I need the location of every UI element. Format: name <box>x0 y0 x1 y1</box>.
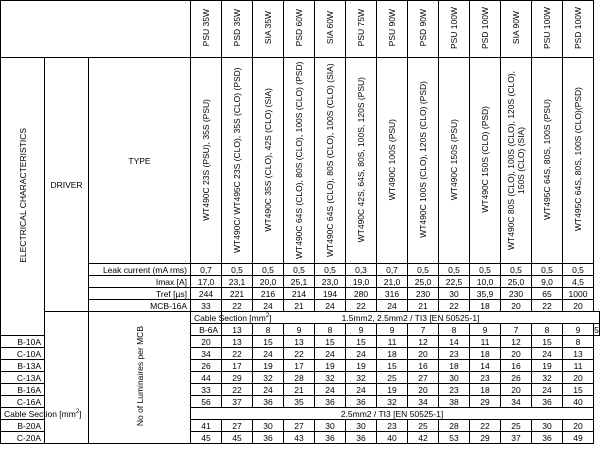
value-cell: 24 <box>346 348 377 360</box>
luminaires-label-cell <box>89 312 191 444</box>
type-label-cell <box>89 58 191 264</box>
value-cell: 19 <box>315 360 346 372</box>
model-label: PSU 100W <box>449 6 460 50</box>
value-cell: 25 <box>377 372 408 384</box>
value-cell: 23 <box>377 420 408 432</box>
value-cell: 5 <box>594 324 599 335</box>
value-cell: 9,0 <box>532 276 563 288</box>
value-cell: 0,5 <box>532 264 563 276</box>
type-value: WT495C 64S, 80S, 100S (CLO)(PSD) <box>573 87 584 232</box>
value-cell: 20 <box>501 348 532 360</box>
value-cell: 280 <box>346 288 377 300</box>
cable-label-text: Cable Section [mm <box>4 408 76 419</box>
value-cell: 0,7 <box>191 264 222 276</box>
type-label: TYPE <box>128 155 151 166</box>
row-label: B-20A <box>1 420 45 432</box>
value-cell: 20 <box>408 348 439 360</box>
value-cell: 56 <box>191 396 222 408</box>
section-label-cell <box>1 58 45 336</box>
value-cell: 9 <box>284 324 315 336</box>
row-label: Imax [A] <box>89 276 191 288</box>
value-cell: 8 <box>563 336 594 348</box>
value-cell: 20 <box>501 300 532 312</box>
value-cell: 0,5 <box>408 264 439 276</box>
row-label: B-10A <box>1 336 45 348</box>
value-cell: 20 <box>563 372 594 384</box>
value-cell: 40 <box>563 396 594 408</box>
value-cell: 20 <box>563 420 594 432</box>
luminaires-label: No of Luminaires per MCB <box>134 326 145 427</box>
model-header <box>532 1 563 58</box>
type-value: WT490C 23S (PSU), 35S (PSU) <box>201 98 212 221</box>
value-cell: 23,1 <box>222 276 253 288</box>
value-cell: 25,0 <box>408 276 439 288</box>
value-cell: 0,7 <box>377 264 408 276</box>
model-header <box>501 1 532 58</box>
value-cell: 28 <box>284 372 315 384</box>
value-cell: 14 <box>439 336 470 348</box>
row-label: Leak current (mA rms) <box>89 264 191 276</box>
value-cell: 36 <box>315 432 346 444</box>
value-cell: 35 <box>284 396 315 408</box>
value-cell: 24 <box>532 348 563 360</box>
value-cell: 18 <box>470 300 501 312</box>
cable-section-label <box>191 312 272 324</box>
type-cell <box>253 58 284 264</box>
value-cell: 12 <box>408 336 439 348</box>
value-cell: 18 <box>470 348 501 360</box>
type-cell <box>532 58 563 264</box>
value-cell: 9 <box>470 324 501 336</box>
cable-section-label <box>1 408 82 420</box>
type-cell <box>439 58 470 264</box>
cable-label-sup: 2 <box>265 312 270 319</box>
model-label: SIA 60W <box>325 11 336 45</box>
type-cell <box>222 58 253 264</box>
value-cell: 21,0 <box>377 276 408 288</box>
type-value: WT490C 64S (CLO), 80S (CLO), 100S (CLO) (SIA) <box>325 62 336 257</box>
value-cell: 20 <box>408 384 439 396</box>
value-cell: 9 <box>377 324 408 336</box>
value-cell: 17 <box>222 360 253 372</box>
value-cell: 19 <box>377 384 408 396</box>
value-cell: 22 <box>284 348 315 360</box>
value-cell: 7 <box>408 324 439 336</box>
model-label: PSD 100W <box>480 6 491 50</box>
type-value: WT490C/ WT495C 23S (CLO), 35S (CLO) (PSD) <box>232 66 243 253</box>
model-label: PSU 90W <box>387 9 398 47</box>
value-cell: 35,9 <box>470 288 501 300</box>
value-cell: 20 <box>563 300 594 312</box>
section-label: ELECTRICAL CHARACTERISTICS <box>17 128 28 263</box>
value-cell: 65 <box>532 288 563 300</box>
value-cell: 36 <box>253 432 284 444</box>
type-cell <box>408 58 439 264</box>
value-cell: 43 <box>284 432 315 444</box>
value-cell: 37 <box>501 432 532 444</box>
value-cell: 24 <box>377 300 408 312</box>
value-cell: 18 <box>377 348 408 360</box>
type-cell <box>563 58 594 264</box>
value-cell: 29 <box>222 372 253 384</box>
value-cell: 9 <box>563 324 594 336</box>
header-blank-cell <box>1 1 191 58</box>
value-cell: 45 <box>191 432 222 444</box>
value-cell: 30 <box>253 420 284 432</box>
value-cell: 33 <box>191 300 222 312</box>
model-header <box>377 1 408 58</box>
value-cell: 20,0 <box>253 276 284 288</box>
cable-label-end: ] <box>79 408 82 419</box>
model-header <box>191 1 222 58</box>
value-cell: 230 <box>501 288 532 300</box>
value-cell: 36 <box>346 396 377 408</box>
value-cell: 194 <box>315 288 346 300</box>
cable-label-end: ] <box>269 312 272 323</box>
value-cell: 33 <box>191 384 222 396</box>
value-cell: 216 <box>253 288 284 300</box>
value-cell: 9 <box>346 324 377 336</box>
row-label: C-10A <box>1 348 45 360</box>
value-cell: 27 <box>284 420 315 432</box>
value-cell: 36 <box>532 396 563 408</box>
value-cell: 316 <box>377 288 408 300</box>
value-cell: 12 <box>501 336 532 348</box>
value-cell: 27 <box>222 420 253 432</box>
value-cell: 214 <box>284 288 315 300</box>
row-label: B-13A <box>1 360 45 372</box>
type-value: WT490C 100S (PSU) <box>387 118 398 201</box>
value-cell: 32 <box>315 372 346 384</box>
value-cell: 32 <box>346 372 377 384</box>
value-cell: 15 <box>346 336 377 348</box>
model-header <box>315 1 346 58</box>
model-header <box>439 1 470 58</box>
model-header-row <box>1 1 600 58</box>
value-cell: 0,5 <box>222 264 253 276</box>
value-cell: 19,0 <box>346 276 377 288</box>
cable-section-row <box>1 312 600 324</box>
type-cell <box>377 58 408 264</box>
row-label: Tref [µs] <box>89 288 191 300</box>
value-cell: 41 <box>191 420 222 432</box>
value-cell: 15 <box>563 384 594 396</box>
row-label: C-13A <box>1 372 45 384</box>
value-cell: 11 <box>563 360 594 372</box>
value-cell: 14 <box>470 360 501 372</box>
value-cell: 8 <box>532 324 563 336</box>
value-cell: 23,0 <box>315 276 346 288</box>
model-header <box>253 1 284 58</box>
value-cell: 22 <box>222 300 253 312</box>
type-value: WT490C 150S (CLO) (PSD) <box>480 106 491 213</box>
value-cell: 13 <box>563 348 594 360</box>
value-cell: 0,5 <box>253 264 284 276</box>
row-label: C-20A <box>1 432 45 444</box>
value-cell: 22 <box>346 300 377 312</box>
type-cell <box>470 58 501 264</box>
value-cell: 17 <box>284 360 315 372</box>
value-cell: 36 <box>532 432 563 444</box>
electrical-row <box>1 288 600 300</box>
value-cell: 32 <box>253 372 284 384</box>
value-cell: 20 <box>501 384 532 396</box>
value-cell: 15 <box>532 336 563 348</box>
value-cell: 44 <box>191 372 222 384</box>
cable-section-value: 2.5mm2 / TI3 [EN 50525-1] <box>191 408 594 420</box>
value-cell: 221 <box>222 288 253 300</box>
row-label: B-6A <box>191 324 222 336</box>
value-cell: 244 <box>191 288 222 300</box>
type-value: WT490C 150S (PSU) <box>449 118 460 201</box>
value-cell: 24 <box>346 384 377 396</box>
value-cell: 22 <box>222 348 253 360</box>
value-cell: 30 <box>439 372 470 384</box>
value-cell: 24 <box>253 384 284 396</box>
electrical-row <box>1 264 600 276</box>
model-label: PSU 75W <box>356 9 367 47</box>
value-cell: 230 <box>408 288 439 300</box>
value-cell: 21 <box>408 300 439 312</box>
value-cell: 37 <box>222 396 253 408</box>
model-label: PSD 90W <box>418 9 429 47</box>
value-cell: 25 <box>501 420 532 432</box>
value-cell: 13 <box>284 336 315 348</box>
value-cell: 25,1 <box>284 276 315 288</box>
value-cell: 25 <box>408 420 439 432</box>
value-cell: 30 <box>315 420 346 432</box>
value-cell: 17,0 <box>191 276 222 288</box>
model-header <box>284 1 315 58</box>
value-cell: 0,5 <box>563 264 594 276</box>
type-value: WT490C 35S (CLO), 42S (CLO) (SIA) <box>263 87 274 232</box>
value-cell: 22 <box>532 300 563 312</box>
model-label: PSD 100W <box>573 6 584 50</box>
model-label: PSU 35W <box>201 9 212 47</box>
value-cell: 29 <box>470 432 501 444</box>
value-cell: 36 <box>315 396 346 408</box>
value-cell: 8 <box>439 324 470 336</box>
value-cell: 16 <box>408 360 439 372</box>
value-cell: 24 <box>253 300 284 312</box>
value-cell: 25,0 <box>501 276 532 288</box>
value-cell: 26 <box>191 360 222 372</box>
model-label: SIA 90W <box>511 11 522 45</box>
value-cell: 40 <box>377 432 408 444</box>
value-cell: 0,5 <box>315 264 346 276</box>
model-header <box>346 1 377 58</box>
value-cell: 7 <box>501 324 532 336</box>
value-cell: 0,5 <box>439 264 470 276</box>
value-cell: 36 <box>346 432 377 444</box>
value-cell: 24 <box>315 348 346 360</box>
value-cell: 23 <box>439 348 470 360</box>
value-cell: 15 <box>377 360 408 372</box>
driver-label: DRIVER <box>50 179 83 190</box>
value-cell: 18 <box>470 384 501 396</box>
value-cell: 10,0 <box>470 276 501 288</box>
model-header <box>563 1 594 58</box>
cable-section-value: 1.5mm2, 2.5mm2 / TI3 [EN 50525-1] <box>222 312 600 324</box>
row-label: B-16A <box>1 384 45 396</box>
value-cell: 16 <box>501 360 532 372</box>
value-cell: 19 <box>253 360 284 372</box>
value-cell: 22 <box>439 300 470 312</box>
value-cell: 28 <box>439 420 470 432</box>
value-cell: 34 <box>501 396 532 408</box>
value-cell: 22 <box>470 420 501 432</box>
electrical-row <box>1 276 600 288</box>
driver-label-cell <box>45 58 89 312</box>
type-value: WT490C 80S (CLO), 100S (CLO), 120S (CLO), 150S (CLO) (SIA) <box>506 69 527 250</box>
value-cell: 8 <box>253 324 284 336</box>
type-value: WT495C 64S, 80S, 100S (PSU) <box>542 99 553 220</box>
value-cell: 0,3 <box>346 264 377 276</box>
cable-label-sup: 2 <box>75 408 80 415</box>
row-label: C-16A <box>1 396 45 408</box>
value-cell: 26 <box>501 372 532 384</box>
electrical-row <box>1 300 600 312</box>
value-cell: 29 <box>470 396 501 408</box>
value-cell: 0,5 <box>470 264 501 276</box>
value-cell: 23 <box>439 384 470 396</box>
value-cell: 0,5 <box>501 264 532 276</box>
value-cell: 30 <box>346 420 377 432</box>
value-cell: 34 <box>191 348 222 360</box>
value-cell: 11 <box>470 336 501 348</box>
model-header <box>222 1 253 58</box>
cable-label-text: Cable Section [mm <box>194 312 266 323</box>
value-cell: 8 <box>315 324 346 336</box>
row-label: MCB-16A <box>89 300 191 312</box>
value-cell: 27 <box>408 372 439 384</box>
value-cell: 30 <box>532 420 563 432</box>
value-cell: 13 <box>222 336 253 348</box>
model-label: PSD 35W <box>232 9 243 47</box>
type-value: WT490C 42S, 64S, 80S, 100S, 120S (PSU) <box>356 76 367 243</box>
value-cell: 34 <box>408 396 439 408</box>
value-cell: 21 <box>284 384 315 396</box>
value-cell: 24 <box>315 300 346 312</box>
model-header <box>408 1 439 58</box>
model-label: PSD 60W <box>294 9 305 47</box>
blank-cell <box>45 312 89 444</box>
value-cell: 18 <box>439 360 470 372</box>
value-cell: 24 <box>253 348 284 360</box>
value-cell: 4,5 <box>563 276 594 288</box>
value-cell: 19 <box>346 360 377 372</box>
value-cell: 20 <box>191 336 222 348</box>
value-cell: 11 <box>377 336 408 348</box>
value-cell: 24 <box>532 384 563 396</box>
value-cell: 24 <box>315 384 346 396</box>
value-cell: 38 <box>439 396 470 408</box>
value-cell: 21 <box>284 300 315 312</box>
value-cell: 22 <box>222 384 253 396</box>
value-cell: 1000 <box>563 288 594 300</box>
type-cell <box>501 58 532 264</box>
value-cell: 19 <box>532 360 563 372</box>
value-cell: 32 <box>532 372 563 384</box>
type-cell <box>191 58 222 264</box>
model-label: SIA 35W <box>263 11 274 45</box>
type-cell <box>346 58 377 264</box>
type-cell <box>284 58 315 264</box>
value-cell: 53 <box>439 432 470 444</box>
value-cell: 22,5 <box>439 276 470 288</box>
value-cell: 45 <box>222 432 253 444</box>
value-cell: 42 <box>408 432 439 444</box>
value-cell: 32 <box>377 396 408 408</box>
value-cell: 30 <box>439 288 470 300</box>
type-value: WT490C 100S (CLO), 120S (CLO) (PSD) <box>418 81 429 238</box>
driver-type-row <box>1 58 600 264</box>
type-value: WT490C 64S (CLO), 80S (CLO), 100S (CLO) (PSD) <box>294 60 305 259</box>
model-label: PSU 100W <box>542 6 553 50</box>
value-cell: 13 <box>222 324 253 336</box>
value-cell: 49 <box>563 432 594 444</box>
type-cell <box>315 58 346 264</box>
value-cell: 15 <box>315 336 346 348</box>
value-cell: 15 <box>253 336 284 348</box>
value-cell: 0,5 <box>284 264 315 276</box>
value-cell: 23 <box>470 372 501 384</box>
value-cell: 36 <box>253 396 284 408</box>
model-header <box>470 1 501 58</box>
